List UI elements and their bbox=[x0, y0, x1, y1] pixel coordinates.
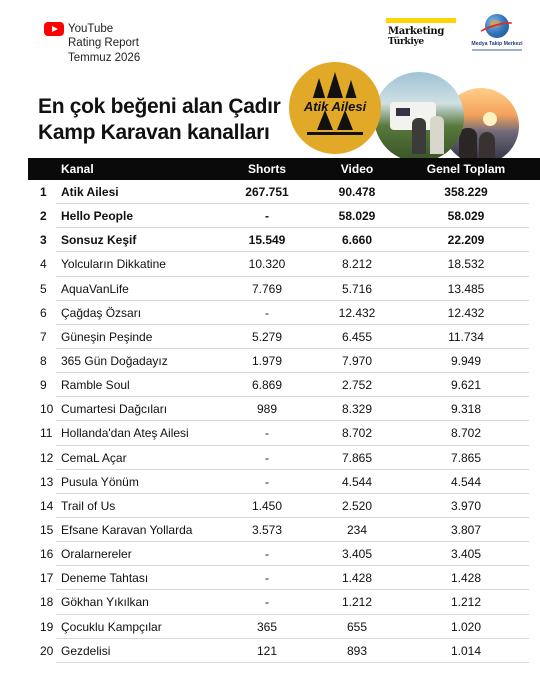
table-row bbox=[28, 470, 540, 494]
sun-shape bbox=[483, 112, 497, 126]
marketing-turkiye-logo bbox=[386, 18, 456, 48]
total-cell: 9.621 bbox=[450, 378, 482, 393]
shorts-cell: - bbox=[265, 595, 269, 610]
table-row bbox=[28, 421, 540, 445]
shorts-cell: - bbox=[265, 547, 269, 562]
report-period: Temmuz 2026 bbox=[68, 52, 141, 64]
table-row bbox=[28, 397, 540, 421]
shorts-cell: - bbox=[265, 474, 269, 489]
channel-name-cell: Hollanda'dan Ateş Ailesi bbox=[61, 426, 189, 441]
shorts-cell: 15.549 bbox=[248, 233, 286, 248]
table-row bbox=[28, 180, 540, 204]
total-cell: 1.212 bbox=[450, 595, 482, 610]
total-cell: 1.428 bbox=[450, 571, 482, 586]
medya-takip-merkezi-logo bbox=[468, 14, 526, 62]
medya-logo-name: Medya Takip Merkezi bbox=[471, 41, 523, 47]
youtube-row bbox=[44, 22, 140, 36]
table-row bbox=[28, 494, 540, 518]
table-body bbox=[28, 180, 540, 663]
marketing-logo-line1: Marketing bbox=[388, 26, 445, 37]
total-cell: 13.485 bbox=[447, 281, 485, 296]
table-row bbox=[28, 228, 540, 252]
van-family-photo bbox=[374, 72, 464, 162]
table-row bbox=[28, 615, 540, 639]
video-cell: 4.544 bbox=[341, 474, 373, 489]
video-cell: 7.865 bbox=[341, 450, 373, 465]
video-cell: 1.428 bbox=[341, 571, 373, 586]
rank-cell: 15 bbox=[40, 523, 54, 538]
video-cell: 6.660 bbox=[341, 233, 373, 248]
shorts-cell: 267.751 bbox=[245, 185, 289, 200]
total-cell: 358.229 bbox=[444, 185, 488, 200]
table-row bbox=[28, 373, 540, 397]
channel-name-cell: Gezdelisi bbox=[61, 643, 111, 658]
column-header-channel: Kanal bbox=[61, 162, 94, 176]
rank-cell: 17 bbox=[40, 571, 54, 586]
report-header bbox=[44, 22, 140, 66]
video-cell: 58.029 bbox=[338, 209, 376, 224]
video-cell: 5.716 bbox=[341, 281, 373, 296]
marketing-logo-bar bbox=[386, 18, 456, 23]
video-cell: 90.478 bbox=[338, 185, 376, 200]
video-cell: 7.970 bbox=[341, 354, 373, 369]
channel-name-cell: Pusula Yönüm bbox=[61, 474, 139, 489]
video-cell: 6.455 bbox=[341, 329, 373, 344]
total-cell: 58.029 bbox=[447, 209, 485, 224]
channel-name-cell: AquaVanLife bbox=[61, 281, 129, 296]
page-title bbox=[38, 94, 281, 146]
rank-cell: 20 bbox=[40, 643, 54, 658]
video-cell: 1.212 bbox=[341, 595, 373, 610]
video-cell: 2.520 bbox=[341, 498, 373, 513]
report-label: Rating Report bbox=[68, 37, 139, 49]
rank-cell: 8 bbox=[40, 354, 47, 369]
channel-name-cell: Deneme Tahtası bbox=[61, 571, 149, 586]
rank-cell: 2 bbox=[40, 209, 47, 224]
marketing-logo-line2: Türkiye bbox=[388, 37, 424, 47]
rank-cell: 11 bbox=[40, 426, 53, 441]
table-header bbox=[28, 158, 540, 180]
table-row bbox=[28, 277, 540, 301]
shorts-cell: 3.573 bbox=[251, 523, 283, 538]
video-cell: 2.752 bbox=[341, 378, 373, 393]
channel-name-cell: Gökhan Yıkılkan bbox=[61, 595, 149, 610]
rank-cell: 16 bbox=[40, 547, 54, 562]
rank-cell: 1 bbox=[40, 185, 47, 200]
rank-cell: 18 bbox=[40, 595, 54, 610]
video-cell: 234 bbox=[346, 523, 368, 538]
rank-cell: 9 bbox=[40, 378, 47, 393]
channel-name-cell: Sonsuz Keşif bbox=[61, 233, 137, 248]
channel-name-cell: Güneşin Peşinde bbox=[61, 329, 153, 344]
total-cell: 22.209 bbox=[447, 233, 485, 248]
rank-cell: 10 bbox=[40, 402, 54, 417]
tree-icon bbox=[317, 110, 333, 130]
channel-name-cell: Efsane Karavan Yollarda bbox=[61, 523, 193, 538]
total-cell: 3.405 bbox=[450, 547, 482, 562]
channel-name-cell: Cumartesi Dağcıları bbox=[61, 402, 168, 417]
total-cell: 1.014 bbox=[450, 643, 482, 658]
channel-name-cell: Ramble Soul bbox=[61, 378, 130, 393]
rank-cell: 3 bbox=[40, 233, 47, 248]
column-header-video: Video bbox=[340, 162, 374, 176]
table-row bbox=[28, 325, 540, 349]
total-cell: 1.020 bbox=[450, 619, 482, 634]
table-row bbox=[28, 518, 540, 542]
channel-name-cell: CemaL Açar bbox=[61, 450, 127, 465]
platform-label: YouTube bbox=[68, 22, 114, 35]
person-silhouette bbox=[412, 118, 426, 154]
page-title-line1: En çok beğeni alan Çadır bbox=[38, 95, 281, 118]
shorts-cell: 1.450 bbox=[251, 498, 283, 513]
shorts-cell: - bbox=[265, 450, 269, 465]
rank-cell: 19 bbox=[40, 619, 54, 634]
table-row bbox=[28, 566, 540, 590]
shorts-cell: 989 bbox=[256, 402, 278, 417]
shorts-cell: - bbox=[265, 305, 269, 320]
video-cell: 8.329 bbox=[341, 402, 373, 417]
video-cell: 893 bbox=[346, 643, 368, 658]
table-row bbox=[28, 349, 540, 373]
rank-cell: 6 bbox=[40, 305, 47, 320]
shorts-cell: - bbox=[265, 209, 269, 224]
table-row bbox=[28, 301, 540, 325]
rank-cell: 5 bbox=[40, 281, 47, 296]
shorts-cell: 1.979 bbox=[251, 354, 283, 369]
channel-name-cell: Çocuklu Kampçılar bbox=[61, 619, 162, 634]
ranking-table bbox=[28, 158, 540, 663]
channel-name-cell: Çağdaş Özsarı bbox=[61, 305, 142, 320]
shorts-cell: 5.279 bbox=[251, 329, 283, 344]
channel-name-cell: 365 Gün Doğadayız bbox=[61, 354, 168, 369]
video-cell: 655 bbox=[346, 619, 368, 634]
total-cell: 3.807 bbox=[450, 523, 482, 538]
channel-name-cell: Trail of Us bbox=[61, 498, 116, 513]
total-cell: 18.532 bbox=[447, 257, 485, 272]
shorts-cell: 365 bbox=[256, 619, 278, 634]
brand-logo-text: Atik Ailesi bbox=[295, 98, 375, 115]
column-header-shorts: Shorts bbox=[247, 162, 286, 176]
total-cell: 11.734 bbox=[448, 329, 484, 344]
tree-icon bbox=[337, 110, 353, 130]
table-row bbox=[28, 446, 540, 470]
table-row bbox=[28, 204, 540, 228]
channel-name-cell: Hello People bbox=[61, 209, 134, 224]
brand-ground-line bbox=[307, 132, 363, 135]
shorts-cell: 6.869 bbox=[251, 378, 283, 393]
total-cell: 9.949 bbox=[450, 354, 482, 369]
shorts-cell: 121 bbox=[256, 643, 278, 658]
rank-cell: 4 bbox=[40, 257, 47, 272]
channel-name-cell: Yolcuların Dikkatine bbox=[61, 257, 166, 272]
total-cell: 7.865 bbox=[450, 450, 482, 465]
rank-cell: 12 bbox=[40, 450, 54, 465]
total-cell: 12.432 bbox=[447, 305, 485, 320]
table-row bbox=[28, 639, 540, 663]
table-row bbox=[28, 590, 540, 614]
youtube-play-icon bbox=[44, 22, 64, 36]
total-cell: 8.702 bbox=[450, 426, 482, 441]
shorts-cell: - bbox=[265, 571, 269, 586]
table-row bbox=[28, 252, 540, 276]
channel-name-cell: Oralarnereler bbox=[61, 547, 132, 562]
video-cell: 3.405 bbox=[341, 547, 373, 562]
tree-icon bbox=[327, 72, 343, 98]
page-title-line2: Kamp Karavan kanalları bbox=[38, 121, 270, 144]
person-silhouette bbox=[430, 116, 444, 154]
shorts-cell: 7.769 bbox=[251, 281, 283, 296]
rank-cell: 7 bbox=[40, 329, 47, 344]
total-cell: 4.544 bbox=[450, 474, 482, 489]
shorts-cell: - bbox=[265, 426, 269, 441]
total-cell: 9.318 bbox=[450, 402, 482, 417]
video-cell: 8.212 bbox=[341, 257, 373, 272]
medya-logo-tagline-bar bbox=[472, 49, 522, 51]
total-cell: 3.970 bbox=[450, 498, 482, 513]
video-cell: 8.702 bbox=[341, 426, 373, 441]
shorts-cell: 10.320 bbox=[248, 257, 286, 272]
video-cell: 12.432 bbox=[338, 305, 376, 320]
channel-name-cell: Atik Ailesi bbox=[61, 185, 119, 200]
rank-cell: 13 bbox=[40, 474, 54, 489]
rank-cell: 14 bbox=[40, 498, 54, 513]
table-row bbox=[28, 542, 540, 566]
column-header-total: Genel Toplam bbox=[426, 162, 506, 176]
atik-ailesi-brand-logo bbox=[289, 62, 381, 154]
